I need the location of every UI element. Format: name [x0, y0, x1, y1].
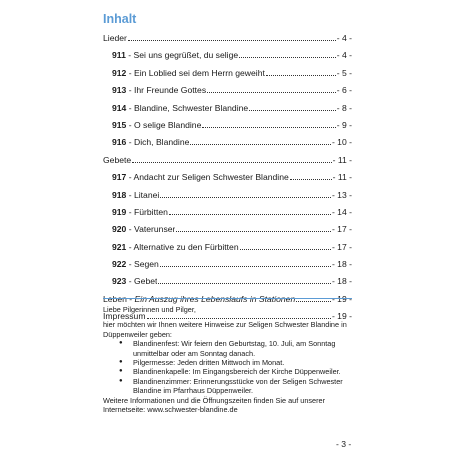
- toc-leader-dots: [160, 187, 331, 198]
- toc-entry-title: [112, 169, 289, 186]
- toc-entry-italic-text: Ein Auszug ihres Lebenslaufs in Stationen: [134, 293, 296, 304]
- intro-text: hier möchten wir Ihnen weitere Hinweise zur Seligen Schwester Blandine in Düppenweiler geben:: [103, 320, 347, 339]
- toc-leader-dots: [160, 256, 331, 267]
- toc-entry-page: - 11 -: [332, 154, 352, 165]
- toc-entry-title: [103, 152, 131, 169]
- toc-entry-text: Gebete: [103, 154, 132, 165]
- toc-entry-text: Ein Loblied sei dem Herrn geweiht: [133, 67, 265, 78]
- toc-entry-separator: -: [126, 259, 134, 270]
- toc-entry-title: [112, 204, 168, 221]
- list-item: ● Blandinenzimmer: Erinnerungsstücke von der Seligen Schwester Blandine im Pfarrhaus Düppenweiler.: [133, 377, 355, 396]
- toc-entry-title: [103, 30, 127, 47]
- toc-entry-page: - 17 -: [331, 224, 352, 235]
- toc-entry[interactable]: [103, 273, 352, 290]
- toc-entry-title: [112, 239, 239, 256]
- toc-entry-text: O selige Blandine: [133, 119, 202, 130]
- toc-entry-page: - 18 -: [331, 276, 352, 287]
- toc-entry[interactable]: [103, 100, 352, 117]
- toc-entry-separator: -: [126, 241, 134, 252]
- toc-entry[interactable]: [103, 134, 352, 151]
- toc-entry[interactable]: [103, 256, 352, 273]
- toc-entry-title: [112, 100, 248, 117]
- toc-entry-page: - 19 -: [331, 293, 352, 304]
- list-item: ● Blandinenfest: Wir feiern den Geburtstag, 10. Juli, am Sonntag unmittelbar oder am Sonntag danach.: [133, 339, 355, 358]
- toc-entry-text: Gebet: [133, 276, 158, 287]
- toc-entry[interactable]: [103, 239, 352, 256]
- toc-entry-number: 917: [112, 172, 127, 183]
- toc-entry-page: - 11 -: [332, 172, 352, 183]
- toc-leader-dots: [266, 65, 336, 76]
- toc-entry-page: - 19 -: [331, 311, 352, 322]
- toc-entry-title: [112, 47, 238, 64]
- toc-entry-title: [112, 256, 159, 273]
- toc-entry-text: Leben -: [103, 293, 135, 304]
- toc-entry-number: 921: [112, 241, 127, 252]
- toc-entry-title: [112, 273, 157, 290]
- toc-entry-page: - 18 -: [331, 259, 352, 270]
- page-number: - 3 -: [336, 439, 352, 449]
- toc-entry-text: Litanei: [133, 189, 160, 200]
- toc-entry-separator: -: [126, 102, 134, 113]
- toc-entry-text: Impressum: [103, 311, 146, 322]
- list-item: ● Blandinenkapelle: Im Eingangsbereich der Kirche Düppenweiler.: [133, 367, 355, 376]
- toc-entry-page: - 17 -: [331, 241, 352, 252]
- info-list: [103, 339, 355, 395]
- toc-entry-title: [112, 65, 265, 82]
- toc-entry-text: Vaterunser: [133, 224, 176, 235]
- toc-entry-separator: -: [126, 206, 134, 217]
- table-of-contents: [103, 30, 352, 326]
- info-section: [103, 305, 355, 414]
- toc-entry-separator: -: [126, 119, 134, 130]
- toc-entry-page: - 4 -: [336, 33, 352, 43]
- toc-entry-text: Dich, Blandine: [133, 137, 190, 148]
- toc-entry-title: [112, 82, 206, 99]
- toc-leader-dots: [296, 291, 331, 302]
- toc-entry-number: 920: [112, 224, 127, 235]
- toc-heading: Inhalt: [103, 12, 137, 26]
- toc-entry-separator: -: [126, 85, 134, 96]
- toc-entry-number: 916: [112, 137, 127, 148]
- toc-entry[interactable]: [103, 152, 352, 169]
- toc-entry-title: [112, 117, 201, 134]
- toc-entry-page: - 13 -: [331, 189, 352, 200]
- toc-entry[interactable]: [103, 47, 352, 64]
- toc-entry[interactable]: [103, 30, 352, 47]
- divider: [103, 298, 352, 299]
- toc-entry-page: - 4 -: [336, 50, 352, 61]
- toc-entry[interactable]: [103, 169, 352, 186]
- toc-entry-separator: -: [126, 172, 134, 183]
- toc-entry-page: - 6 -: [336, 85, 352, 96]
- toc-entry-text: Sei uns gegrüßet, du selige: [133, 50, 239, 61]
- toc-entry-number: 923: [112, 276, 127, 287]
- toc-entry-number: 915: [112, 119, 127, 130]
- toc-leader-dots: [290, 169, 332, 180]
- toc-entry-page: - 9 -: [336, 119, 352, 130]
- greeting-text: Liebe Pilgerinnen und Pilger,: [103, 305, 196, 314]
- toc-entry-text: Ihr Freunde Gottes: [133, 85, 207, 96]
- toc-entry-separator: -: [126, 189, 134, 200]
- closing-text: Weitere Informationen und die Öffnungszeiten finden Sie auf unserer Internetseite: www.schwester-blandine.de: [103, 395, 326, 415]
- toc-entry[interactable]: [103, 204, 352, 221]
- toc-entry-text: Lieder: [103, 33, 127, 43]
- toc-entry[interactable]: [103, 82, 352, 99]
- toc-entry[interactable]: [103, 65, 352, 82]
- toc-entry-separator: -: [125, 50, 134, 61]
- toc-leader-dots: [207, 82, 336, 93]
- toc-entry-number: 913: [112, 85, 127, 96]
- toc-entry-text: Blandine, Schwester Blandine: [133, 102, 249, 113]
- toc-entry-title: [112, 187, 159, 204]
- toc-entry-number: 914: [112, 102, 127, 113]
- toc-entry[interactable]: [103, 117, 352, 134]
- toc-entry-title: [112, 221, 175, 238]
- toc-leader-dots: [128, 30, 336, 41]
- toc-leader-dots: [239, 47, 336, 58]
- toc-entry-text: Alternative zu den Fürbitten: [133, 241, 239, 252]
- toc-entry[interactable]: [103, 221, 352, 238]
- toc-entry-page: - 14 -: [331, 206, 352, 217]
- toc-entry[interactable]: [103, 187, 352, 204]
- toc-entry-page: - 5 -: [336, 67, 352, 78]
- toc-entry-title: [112, 134, 189, 151]
- toc-entry-text: Fürbitten: [133, 206, 168, 217]
- toc-entry-text: Segen: [133, 259, 159, 270]
- toc-leader-dots: [158, 273, 331, 284]
- toc-leader-dots: [249, 100, 336, 111]
- toc-leader-dots: [176, 221, 331, 232]
- toc-entry-separator: -: [126, 224, 134, 235]
- toc-entry-text: Andacht zur Seligen Schwester Blandine: [133, 172, 289, 183]
- toc-leader-dots: [169, 204, 331, 215]
- toc-entry-number: 918: [112, 189, 127, 200]
- toc-entry-separator: -: [126, 276, 134, 287]
- toc-leader-dots: [240, 239, 331, 250]
- toc-entry-number: 919: [112, 206, 127, 217]
- toc-entry-separator: -: [126, 67, 134, 78]
- toc-leader-dots: [190, 134, 331, 145]
- toc-entry-page: - 10 -: [331, 137, 352, 148]
- toc-entry-number: 922: [112, 259, 127, 270]
- toc-entry-separator: -: [126, 137, 134, 148]
- toc-entry-number: 911: [112, 50, 126, 61]
- toc-leader-dots: [202, 117, 335, 128]
- list-item: ● Pilgermesse: Jeden dritten Mittwoch im Monat.: [133, 358, 355, 367]
- toc-entry-page: - 8 -: [336, 102, 352, 113]
- toc-entry-number: 912: [112, 67, 127, 78]
- toc-leader-dots: [132, 152, 331, 163]
